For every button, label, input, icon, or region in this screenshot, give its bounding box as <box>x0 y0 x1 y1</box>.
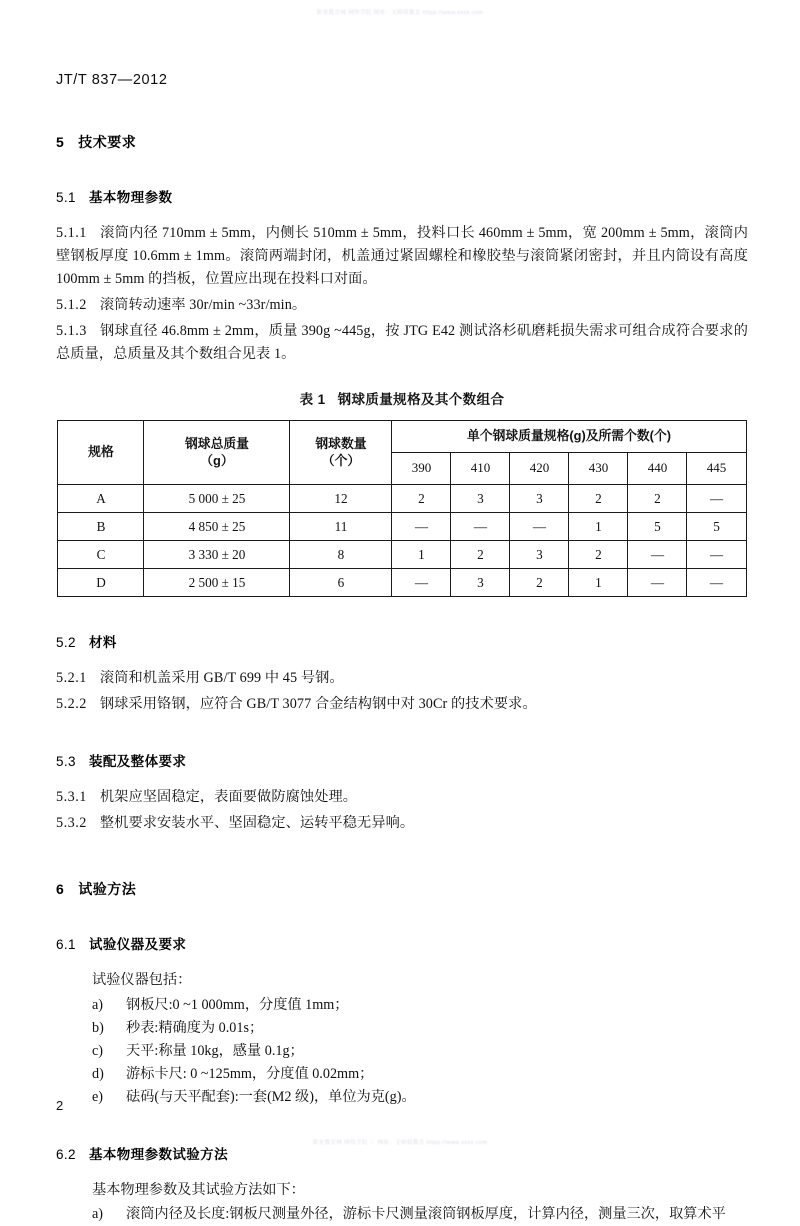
list-item <box>92 1017 748 1040</box>
heading-section-5-1 <box>56 186 748 206</box>
table-header-sub-390: 390 <box>392 453 451 485</box>
row-b-390: — <box>392 513 451 541</box>
row-d-spec: D <box>58 569 144 597</box>
heading-section-6-2-title: 基本物理参数试验方法 <box>88 1146 228 1162</box>
heading-section-6-1 <box>56 933 748 953</box>
row-a-390: 2 <box>392 485 451 513</box>
list-item-text-c: 天平:称量 10kg，感量 0.1g； <box>126 1042 304 1059</box>
row-c-440: — <box>628 541 687 569</box>
table-header-sub-430: 430 <box>569 453 628 485</box>
heading-section-5-3 <box>56 750 748 770</box>
clause-5-3-1-number: 5.3.1 <box>56 789 87 805</box>
clause-5-2-1 <box>56 667 748 690</box>
table-header-spec: 规格 <box>58 421 144 485</box>
heading-section-5 <box>56 132 748 152</box>
table-header-sub-420: 420 <box>510 453 569 485</box>
heading-section-5-2-number: 5.2 <box>56 635 76 650</box>
list-item-text-d: 游标卡尺: 0 ~125mm，分度值 0.02mm； <box>126 1065 374 1082</box>
clause-5-1-3-number: 5.1.3 <box>56 323 87 339</box>
heading-section-5-3-title: 装配及整体要求 <box>88 754 187 769</box>
row-d-390: — <box>392 569 451 597</box>
heading-section-5-number: 5 <box>56 134 65 150</box>
row-c-total: 3 330 ± 20 <box>144 541 290 569</box>
heading-section-6-1-title: 试验仪器及要求 <box>88 937 187 952</box>
list-item <box>92 1203 748 1226</box>
row-b-445: 5 <box>687 513 746 541</box>
heading-section-5-1-number: 5.1 <box>56 190 76 205</box>
table-1-caption-number: 表 1 <box>299 392 326 407</box>
list-item-marker-b: b) <box>92 1019 104 1036</box>
clause-5-1-3 <box>56 320 748 366</box>
table-row <box>58 513 746 541</box>
clause-5-2-1-number: 5.2.1 <box>56 670 87 686</box>
list-item-marker-a: a) <box>92 996 104 1013</box>
clause-5-3-2-text: 整机要求安装水平、坚固稳定、运转平稳无异响。 <box>99 815 415 831</box>
row-d-445: — <box>687 569 746 597</box>
heading-section-6-number: 6 <box>56 881 65 897</box>
row-a-430: 2 <box>569 485 628 513</box>
heading-section-6-2-number: 6.2 <box>56 1146 76 1162</box>
row-c-430: 2 <box>569 541 628 569</box>
row-c-spec: C <box>58 541 144 569</box>
table-header-ball-count <box>290 421 392 485</box>
row-b-410: — <box>451 513 510 541</box>
row-b-420: — <box>510 513 569 541</box>
row-c-390: 1 <box>392 541 451 569</box>
row-c-410: 2 <box>451 541 510 569</box>
table-1-caption-title: 钢球质量规格及其个数组合 <box>337 392 505 407</box>
param-list-item-marker-a: a) <box>92 1206 104 1223</box>
param-method-list <box>92 1203 748 1226</box>
table-header-ball-count-line1: 钢球数量 <box>315 435 367 451</box>
table-steel-ball-mass-spec <box>57 420 746 597</box>
list-item <box>92 994 748 1017</box>
instrument-list-intro: 试验仪器包括： <box>92 972 192 988</box>
row-d-420: 2 <box>510 569 569 597</box>
row-a-420: 3 <box>510 485 569 513</box>
list-item <box>92 1040 748 1063</box>
clause-5-1-2-number: 5.1.2 <box>56 297 87 313</box>
list-item-text-e: 砝码(与天平配套):一套(M2 级)，单位为克(g)。 <box>126 1088 416 1105</box>
table-header-sub-410: 410 <box>451 453 510 485</box>
table-header-row-1 <box>58 421 746 453</box>
row-b-430: 1 <box>569 513 628 541</box>
row-c-420: 3 <box>510 541 569 569</box>
list-item <box>92 1063 748 1086</box>
list-item-text-a: 钢板尺:0 ~1 000mm，分度值 1mm； <box>126 996 349 1013</box>
row-b-440: 5 <box>628 513 687 541</box>
clause-5-1-1-number: 5.1.1 <box>56 225 87 241</box>
heading-section-6 <box>56 879 748 899</box>
clause-5-3-1-text: 机架应坚固稳定，表面要做防腐蚀处理。 <box>99 789 358 805</box>
row-d-count: 6 <box>290 569 392 597</box>
clause-5-1-1 <box>56 222 748 291</box>
table-row <box>58 569 746 597</box>
clause-5-1-1-text: 滚筒内径 710mm ± 5mm，内侧长 510mm ± 5mm，投料口长 460mm ± 5mm，宽 200mm ± 5mm，滚筒内壁钢板厚度 10.6mm ± 1mm。滚筒两端封闭，机盖通过紧固螺栓和橡胶垫与滚筒紧闭密封，并且内筒设有高度 100mm ± 5mm 的挡板，位置应出现在投料口对面。 <box>56 225 748 287</box>
table-header-total-mass-line1: 钢球总质量 <box>184 435 249 451</box>
clause-5-3-2 <box>56 812 748 835</box>
list-item-marker-e: e) <box>92 1088 104 1105</box>
heading-section-6-title: 试验方法 <box>78 881 137 897</box>
clause-5-1-2 <box>56 294 748 317</box>
heading-section-5-title: 技术要求 <box>78 134 137 150</box>
row-c-count: 8 <box>290 541 392 569</box>
row-a-spec: A <box>58 485 144 513</box>
table-header-sub-445: 445 <box>687 453 746 485</box>
heading-section-5-3-number: 5.3 <box>56 754 76 769</box>
param-list-item-text-a: 滚筒内径及长度:钢板尺测量外径，游标卡尺测量滚筒钢板厚度，计算内径，测量三次，取算术平 <box>126 1206 726 1223</box>
list-item <box>92 1086 748 1109</box>
table-header-sub-440: 440 <box>628 453 687 485</box>
row-b-spec: B <box>58 513 144 541</box>
table-1-caption <box>56 388 748 408</box>
heading-section-5-2 <box>56 631 748 651</box>
table-row <box>58 541 746 569</box>
table-header-ball-count-line2: （个） <box>321 452 361 468</box>
clause-5-1-3-text: 钢球直径 46.8mm ± 2mm，质量 390g ~445g，按 JTG E42 测试洛杉矶磨耗损失需求可组合成符合要求的总质量，总质量及其个数组合见表 1。 <box>56 323 748 362</box>
clause-5-2-1-text: 滚筒和机盖采用 GB/T 699 中 45 号钢。 <box>99 670 344 686</box>
row-d-410: 3 <box>451 569 510 597</box>
row-b-total: 4 850 ± 25 <box>144 513 290 541</box>
heading-section-5-1-title: 基本物理参数 <box>88 190 173 205</box>
heading-section-6-1-number: 6.1 <box>56 937 76 952</box>
list-item-marker-c: c) <box>92 1042 104 1059</box>
instrument-list <box>92 994 748 1109</box>
table-header-group: 单个钢球质量规格(g)及所需个数(个) <box>392 421 746 453</box>
table-header-total-mass-line2: （g） <box>200 452 234 468</box>
clause-5-3-2-number: 5.3.2 <box>56 815 87 831</box>
param-method-list-intro: 基本物理参数及其试验方法如下： <box>92 1181 305 1198</box>
page-number: 2 <box>56 1098 64 1113</box>
list-item-marker-d: d) <box>92 1065 104 1082</box>
row-a-count: 12 <box>290 485 392 513</box>
page-content <box>56 62 748 1226</box>
clause-5-2-2-text: 钢球采用铬钢，应符合 GB/T 3077 合金结构钢中对 30Cr 的技术要求。 <box>99 696 537 712</box>
row-b-count: 11 <box>290 513 392 541</box>
standard-number-header: JT/T 837—2012 <box>56 72 168 88</box>
row-d-total: 2 500 ± 15 <box>144 569 290 597</box>
row-a-440: 2 <box>628 485 687 513</box>
row-a-total: 5 000 ± 25 <box>144 485 290 513</box>
clause-5-3-1 <box>56 786 748 809</box>
list-item-text-b: 秒表:精确度为 0.01s； <box>126 1019 264 1036</box>
row-a-445: — <box>687 485 746 513</box>
clause-5-2-2-number: 5.2.2 <box>56 696 87 712</box>
row-d-440: — <box>628 569 687 597</box>
row-a-410: 3 <box>451 485 510 513</box>
row-c-445: — <box>687 541 746 569</box>
clause-5-1-2-text: 滚筒转动速率 30r/min ~33r/min。 <box>99 297 307 313</box>
table-header-total-mass <box>144 421 290 485</box>
clause-5-2-2 <box>56 693 748 716</box>
row-d-430: 1 <box>569 569 628 597</box>
heading-section-5-2-title: 材料 <box>88 635 117 650</box>
watermark-top: 职业教育网 网络学院 网址：无障碍教育 https://www.xxxx.com <box>316 10 484 16</box>
table-row <box>58 485 746 513</box>
watermark-bottom: 职业教育网 网络学院 ｜ 网址：无障碍教育 https://www.xxxx.com <box>312 1140 488 1146</box>
